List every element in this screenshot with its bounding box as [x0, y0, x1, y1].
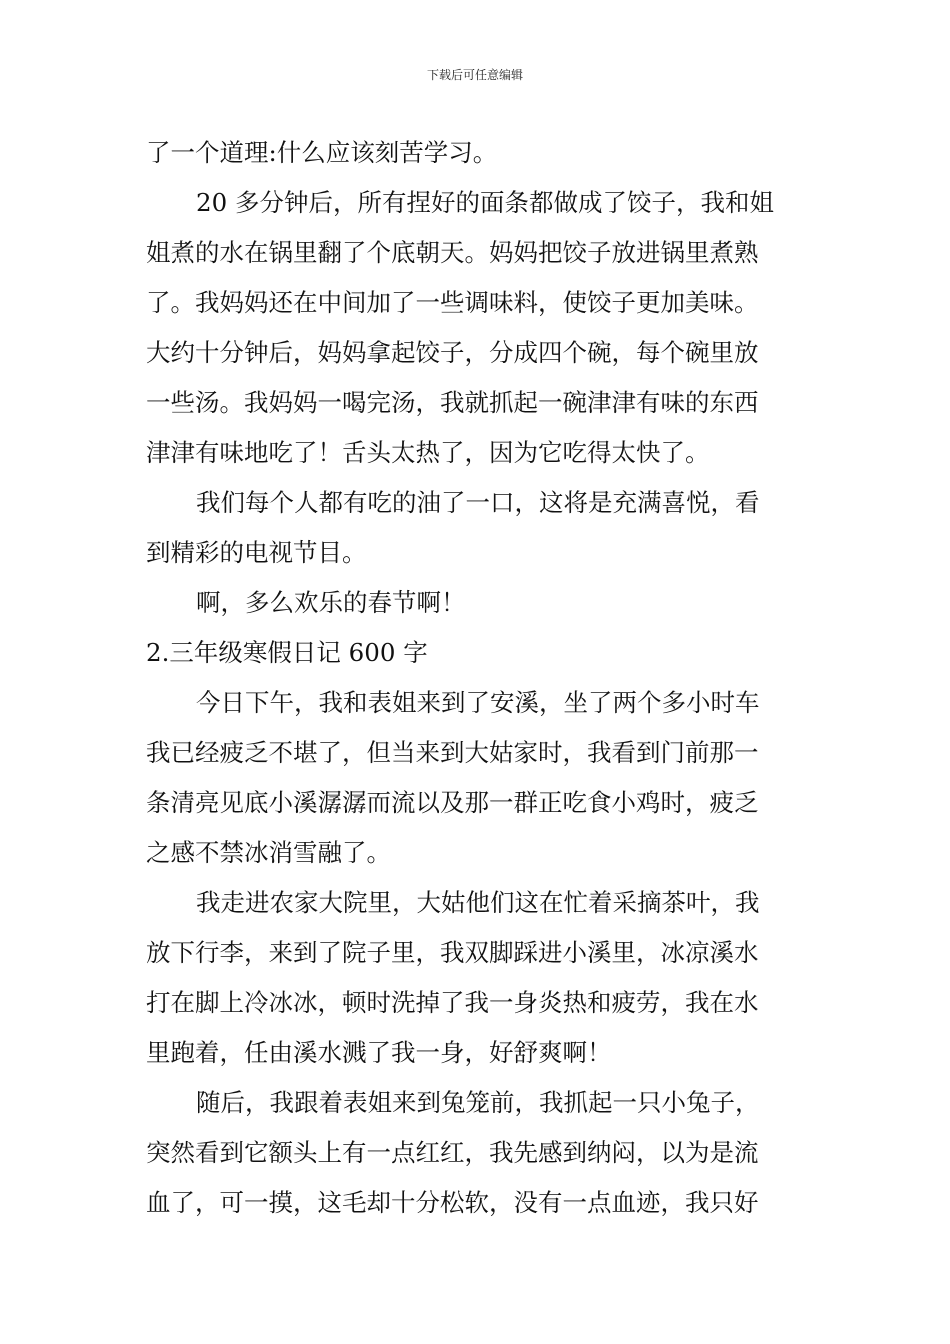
text-line: 了。我妈妈还在中间加了一些调味料，使饺子更加美味。	[146, 288, 759, 317]
text-line: 随后，我跟着表姐来到兔笼前，我抓起一只小兔子，	[196, 1088, 760, 1117]
text-line: 放下行李，来到了院子里，我双脚踩进小溪里，冰凉溪水	[146, 938, 759, 967]
text-line: 里跑着，任由溪水溅了我一身，好舒爽啊！	[146, 1038, 612, 1067]
text-line: 姐煮的水在锅里翻了个底朝天。妈妈把饺子放进锅里煮熟	[146, 238, 759, 267]
text-line: 今日下午，我和表姐来到了安溪，坐了两个多小时车	[196, 688, 760, 717]
text-line: 津津有味地吃了！舌头太热了，因为它吃得太快了。	[146, 438, 710, 467]
text-line: 条清亮见底小溪潺潺而流以及那一群正吃食小鸡时，疲乏	[146, 788, 759, 817]
text-line: 啊，多么欢乐的春节啊！	[196, 588, 466, 617]
text-line: 我走进农家大院里，大姑他们这在忙着采摘茶叶，我	[196, 888, 760, 917]
text-line: 我们每个人都有吃的油了一口，这将是充满喜悦，看	[196, 488, 760, 517]
text-line: 20 多分钟后，所有捏好的面条都做成了饺子，我和姐	[196, 188, 774, 217]
text-line: 我已经疲乏不堪了，但当来到大姑家时，我看到门前那一	[146, 738, 759, 767]
text-line: 之感不禁冰消雪融了。	[146, 838, 391, 867]
text-line: 血了，可一摸，这毛却十分松软，没有一点血迹，我只好	[146, 1188, 759, 1217]
text-line: 打在脚上冷冰冰，顿时洗掉了我一身炎热和疲劳，我在水	[146, 988, 759, 1017]
text-line: 到精彩的电视节目。	[146, 538, 367, 567]
text-line: 大约十分钟后，妈妈拿起饺子，分成四个碗，每个碗里放	[146, 338, 759, 367]
section-heading: 2.三年级寒假日记 600 字	[146, 638, 428, 667]
text-line: 突然看到它额头上有一点红红，我先感到纳闷，以为是流	[146, 1138, 759, 1167]
text-line: 一些汤。我妈妈一喝完汤，我就抓起一碗津津有味的东西	[146, 388, 759, 417]
page-header: 下载后可任意编辑	[426, 68, 523, 82]
text-line: 了一个道理:什么应该刻苦学习。	[146, 138, 498, 167]
